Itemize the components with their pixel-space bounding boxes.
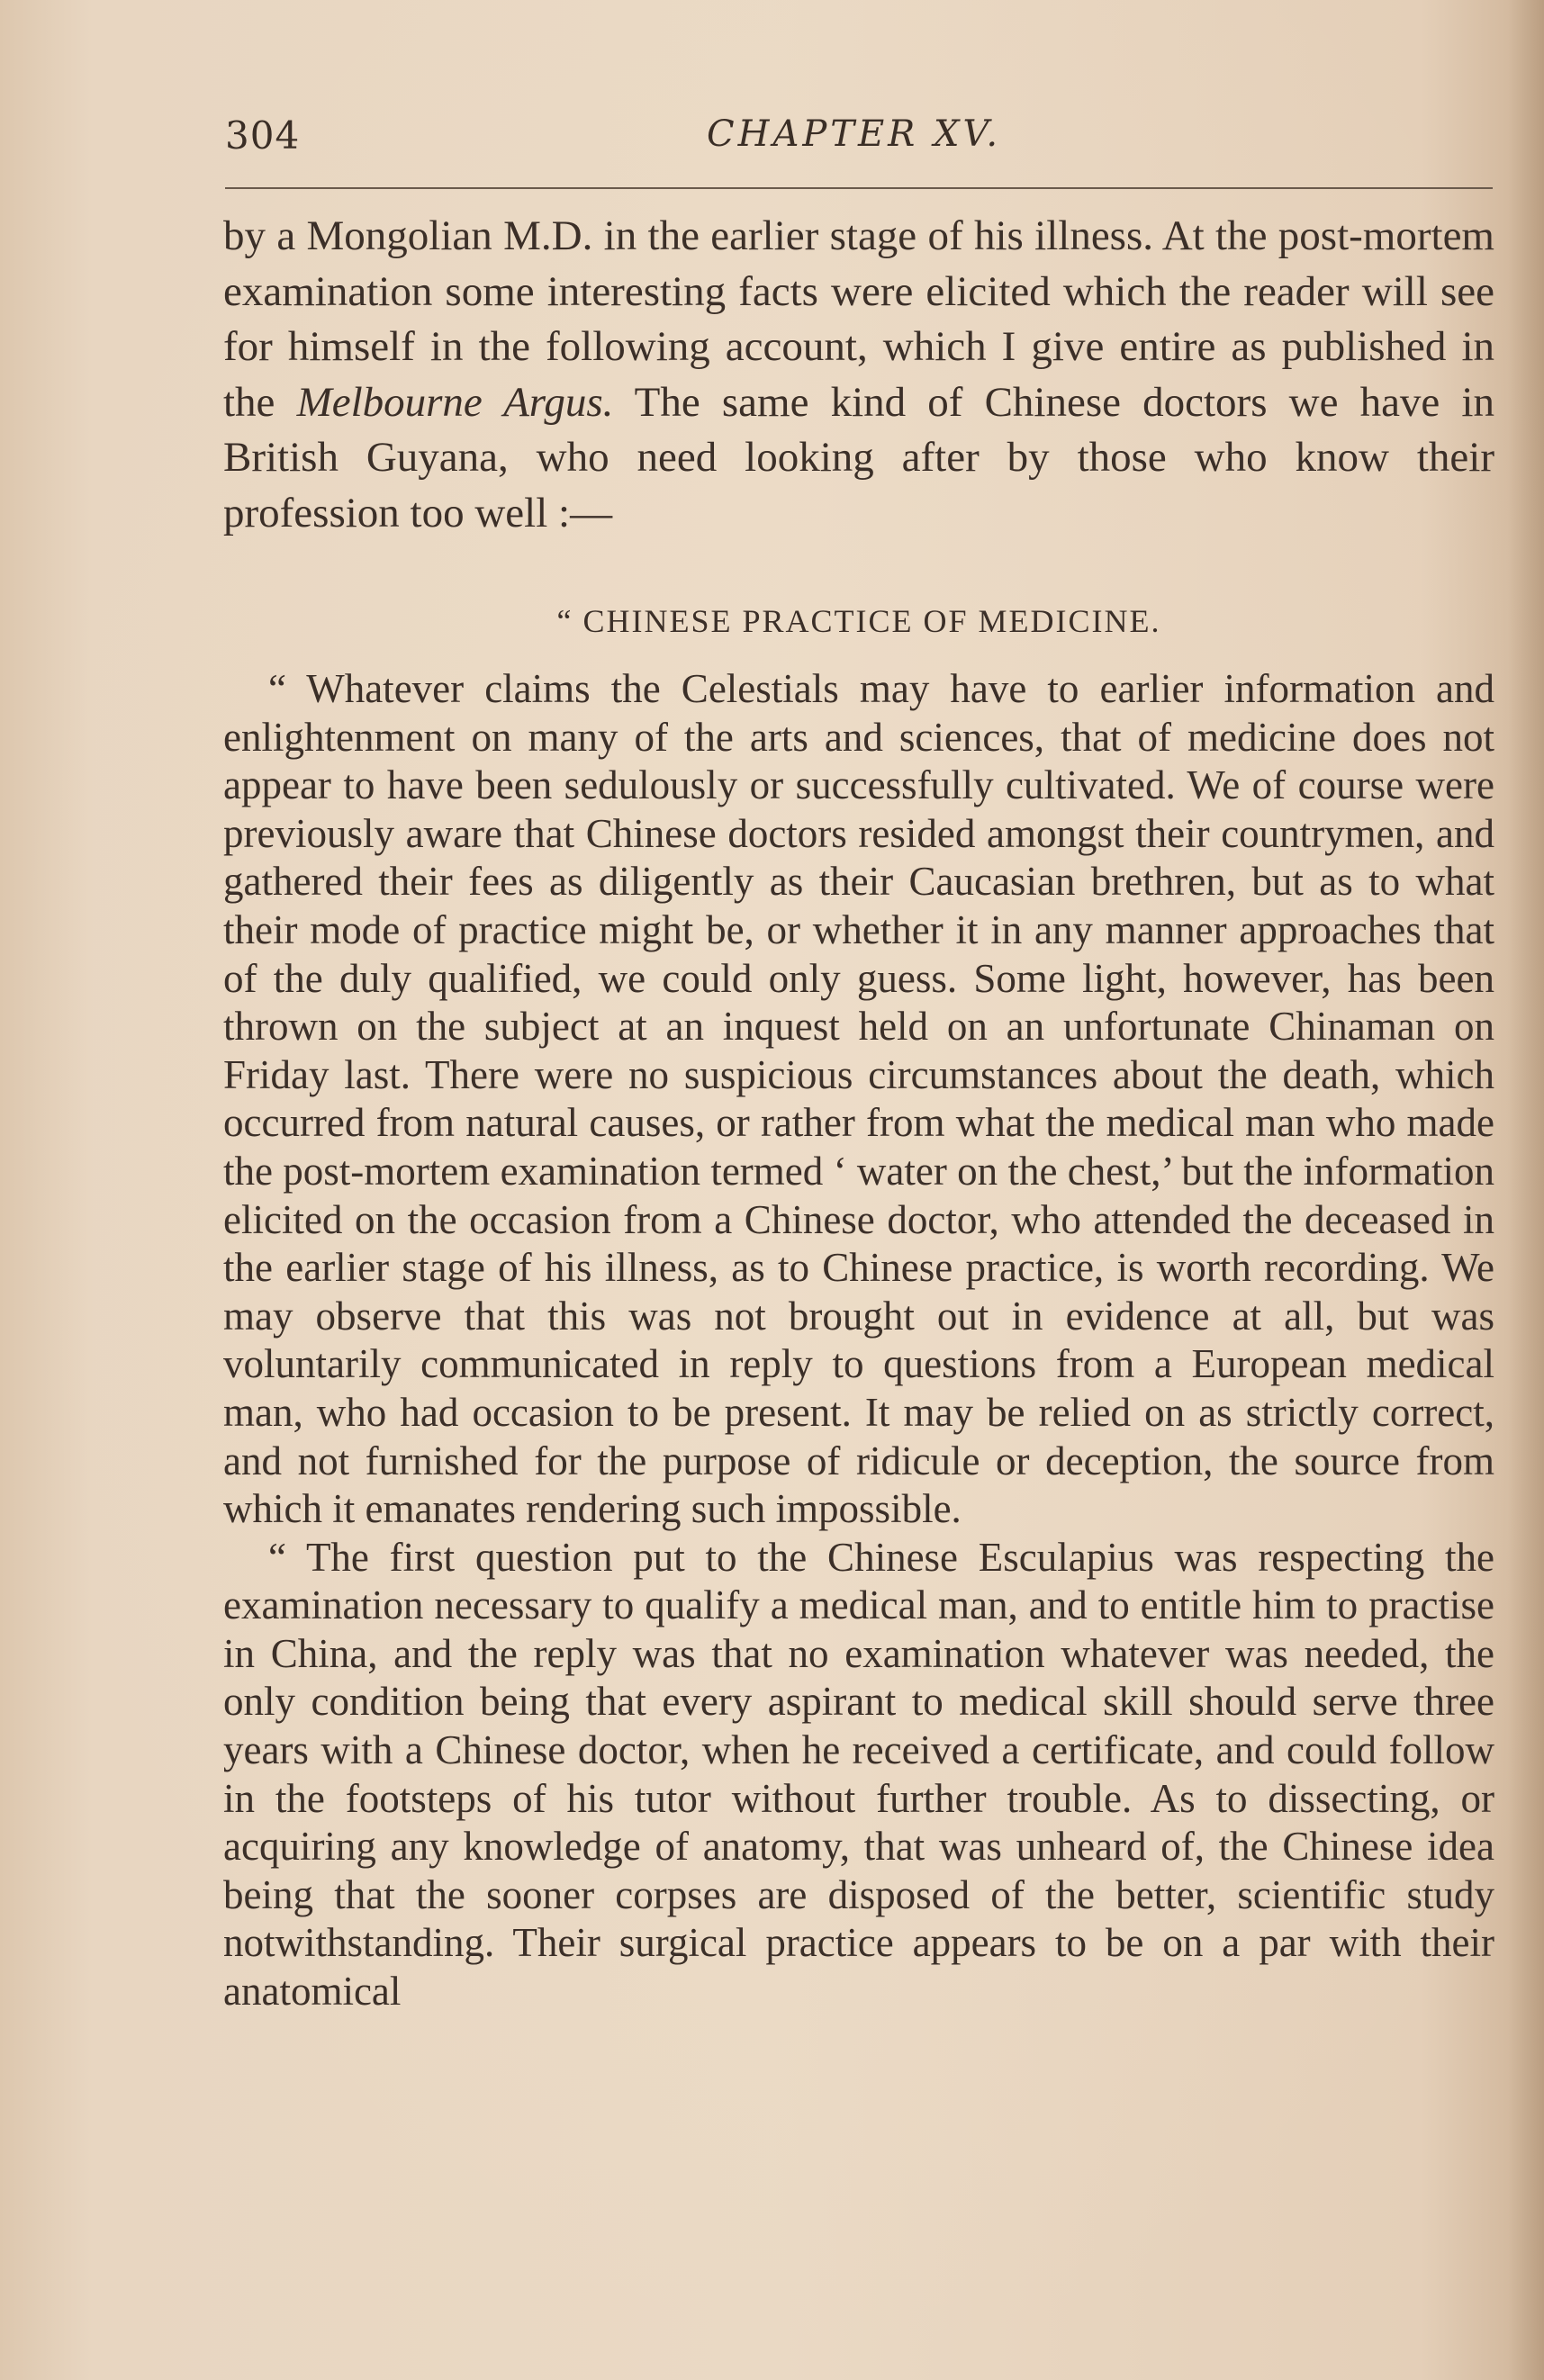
chapter-title: CHAPTER XV. (707, 113, 1002, 155)
running-header (225, 113, 1485, 167)
intro-text-2: The same kind of Chinese doctors we have in British Guyana, who need looking after by those who know their profession too well :— (223, 378, 1494, 536)
page-edge-shadow (1508, 0, 1544, 2380)
intro-text-1: by a Mongolian M.D. in the earlier stage of his illness. At the post-mortem examination some interesting facts were elicited which the reader will see for himself in the following account, which I give entire as published in the (223, 212, 1494, 426)
header-rule (225, 187, 1493, 189)
article-paragraph-1: “ Whatever claims the Celestials may have to earlier information and enlightenment on many of the arts and sciences, that of medicine does not appear to have been sedulously or successfully cultivated. We of course were previously aware that Chinese doctors resided amongst their countrymen, and gathered their fees as diligently as their Caucasian brethren, but as to what their mode of practice might be, or whether it in any manner approaches that of the duly qualified, we could only guess. Some light, however, has been thrown on the subject at an inquest held on an unfortunate Chinaman on Friday last. There were no suspicious circumstances about the death, which occurred from natural causes, or rather from what the medical man who made the post-mortem examination termed ‘ water on the chest,’ but the information elicited on the occasion from a Chinese doctor, who attended the deceased in the earlier stage of his illness, as to Chinese practice, is worth recording. We may observe that this was not brought out in evidence at all, but was voluntarily communicated in reply to questions from a European medical man, who had occasion to be present. It may be relied on as strictly correct, and not furnished for the purpose of ridicule or deception, the source from which it emanates rendering such impossible. (223, 666, 1494, 1532)
publication-title: Melbourne Argus. (296, 378, 614, 426)
article-heading: “ CHINESE PRACTICE OF MEDICINE. (556, 603, 1161, 639)
page-number: 304 (225, 113, 301, 158)
intro-paragraph (223, 209, 1494, 541)
article-paragraph-2: “ The first question put to the Chinese Esculapius was respecting the examination necessary to qualify a medical man, and to entitle him to practise in China, and the reply was that no examination whatever was needed, the only condition being that every aspirant to medical skill should serve three years with a Chinese doctor, when he received a certificate, and could follow in the footsteps of his tutor without further trouble. As to dissecting, or acquiring any knowledge of anatomy, that was unheard of, the Chinese idea being that the sooner corpses are disposed of the better, scientific study notwithstanding. Their surgical practice appears to be on a par with their anatomical (223, 1534, 1494, 2015)
body-text (223, 209, 1494, 2016)
